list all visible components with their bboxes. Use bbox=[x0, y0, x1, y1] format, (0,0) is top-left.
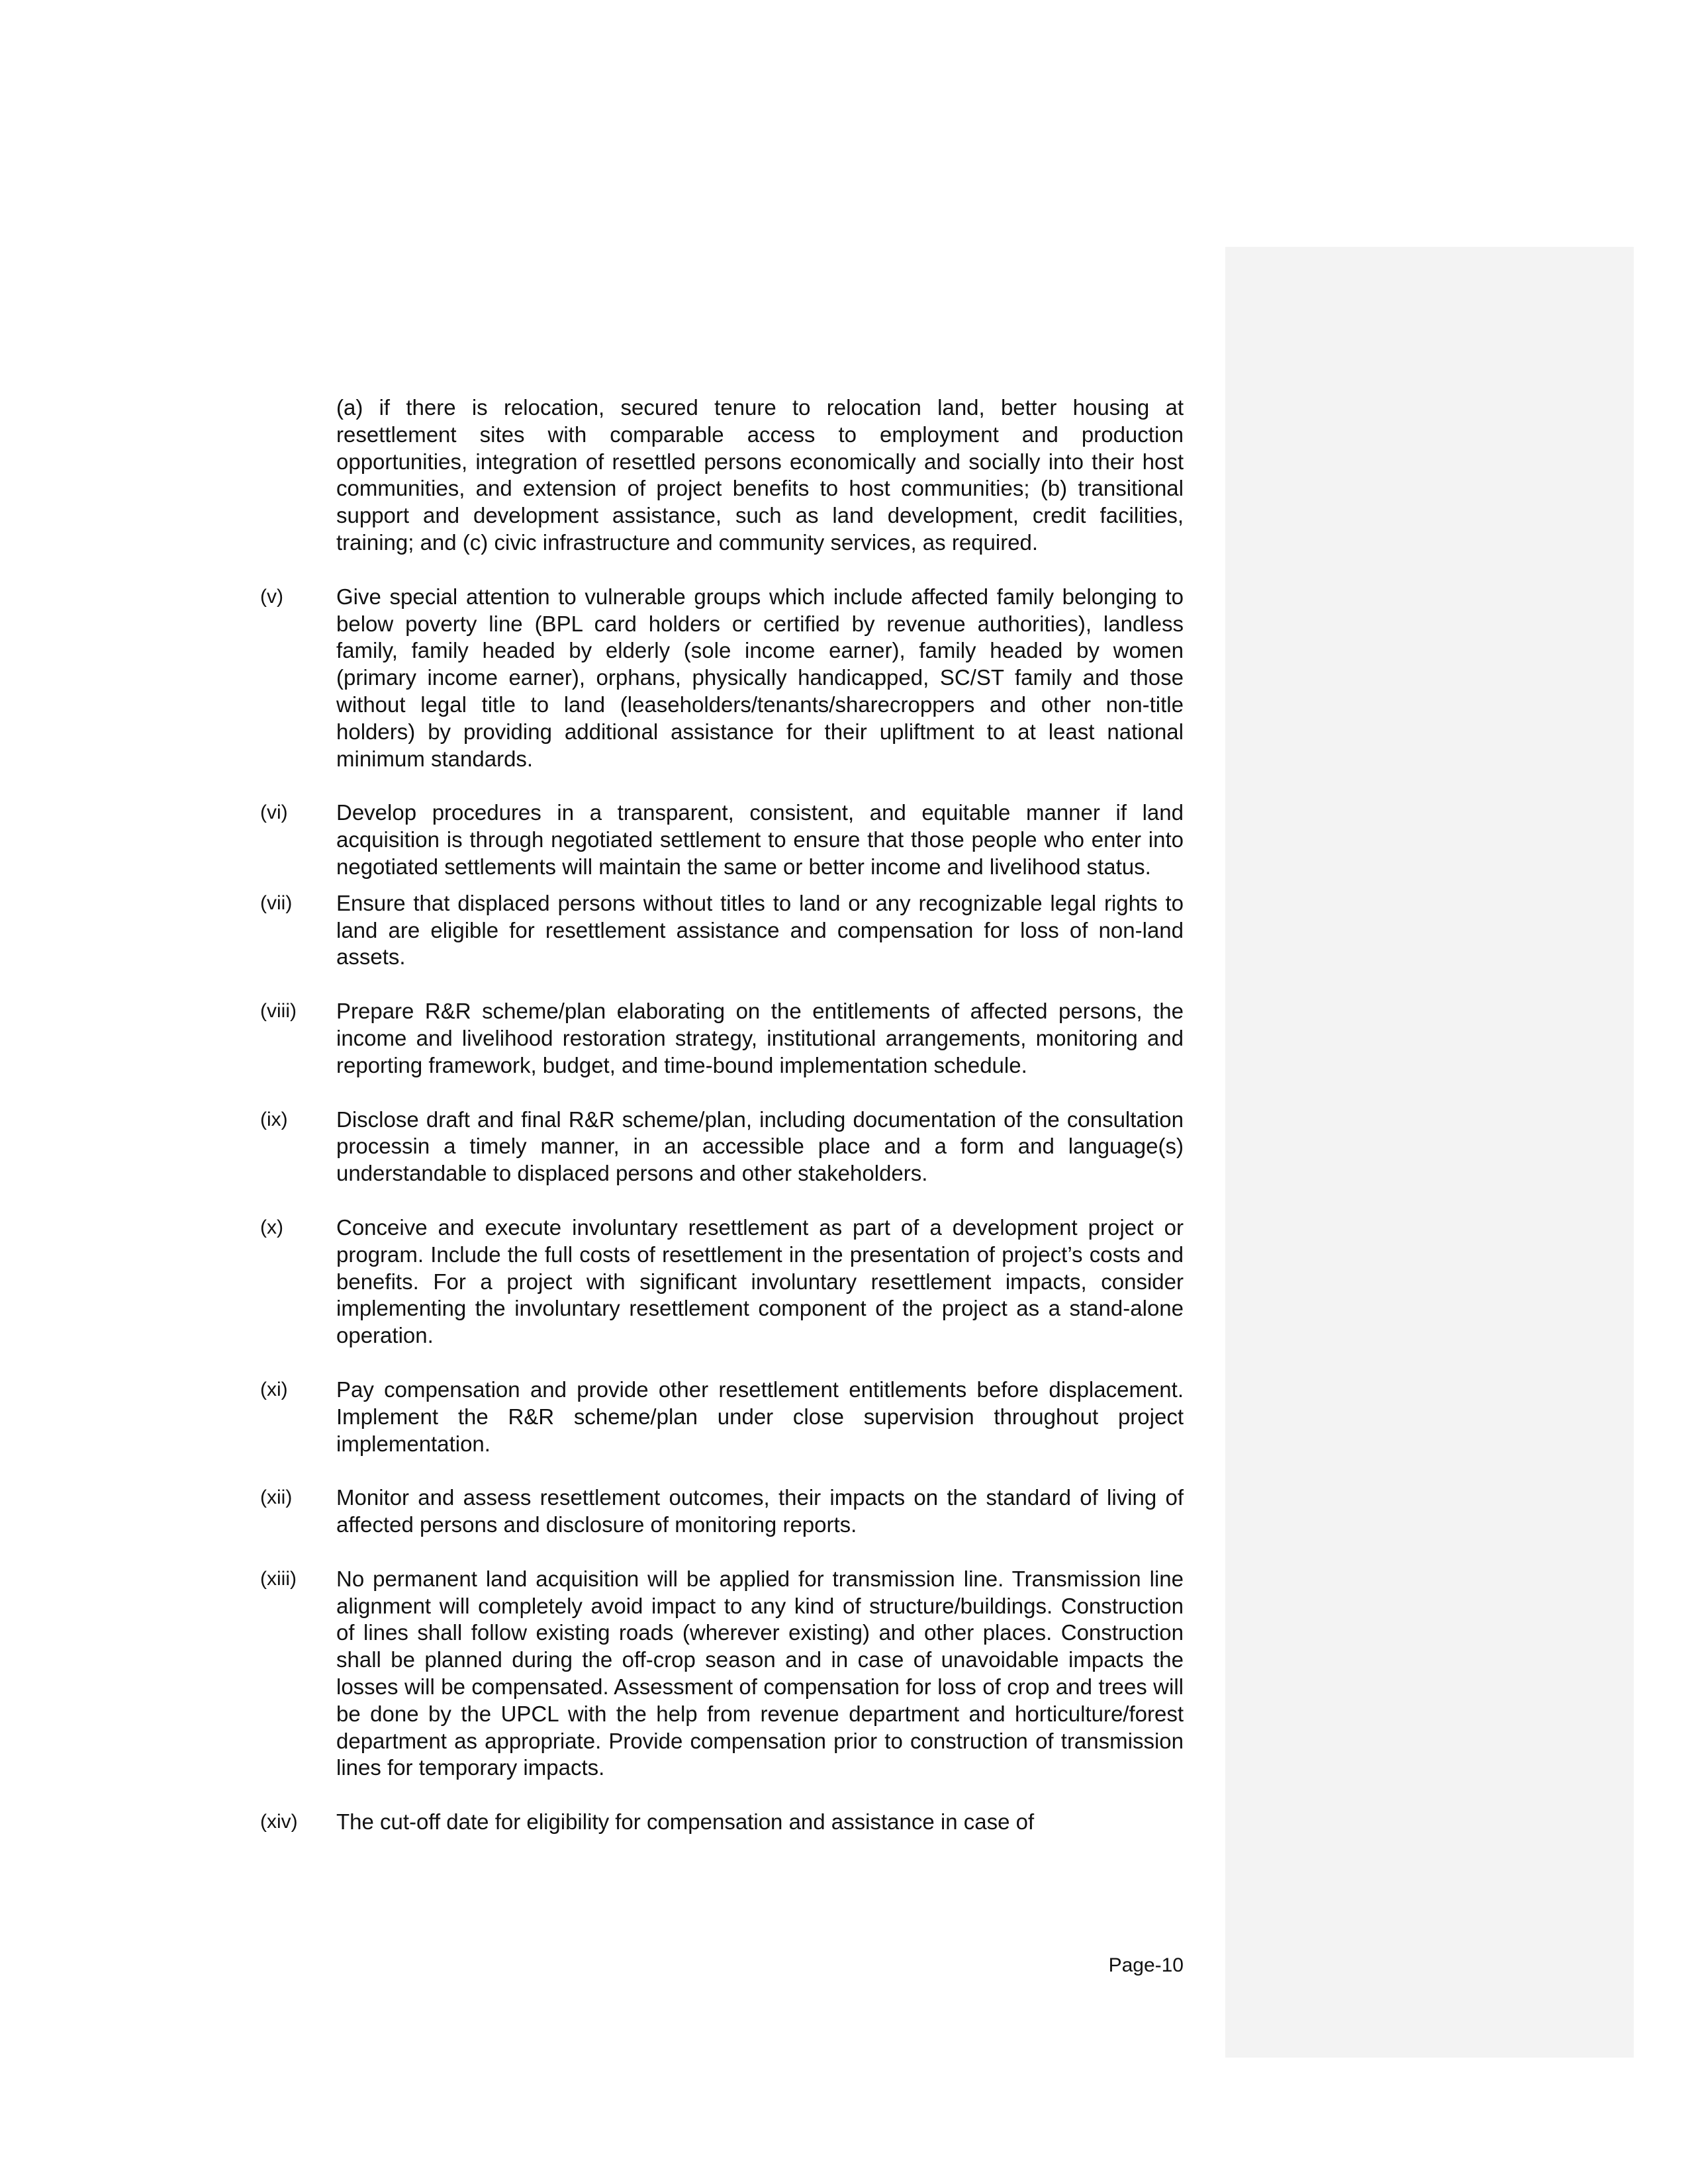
list-item bbox=[260, 1377, 1184, 1457]
list-item bbox=[260, 1566, 1184, 1782]
item-text: No permanent land acquisition will be applied for transmission line. Transmission line alignment will completely avoid impact to any kind of structure/buildings. Construction of lines shall follow existing roads (wherever existing) and other places. Construction shall be planned during the off-crop season and in case of unavoidable impacts the losses will be compensated. Assessment of compensation for loss of crop and trees will be done by the UPCL with the help from revenue department and horticulture/forest department as appropriate. Provide compensation prior to construction of transmission lines for temporary impacts. bbox=[336, 1566, 1184, 1780]
item-text: Conceive and execute involuntary resettlement as part of a development project or program. Include the full costs of resettlement in the presentation of project’s costs and benefits. For a project with significant involuntary resettlement impacts, consider implementing the involuntary resettlement component of the project as a stand-alone operation. bbox=[336, 1214, 1184, 1348]
item-number: (v) bbox=[260, 585, 283, 608]
item-text: Ensure that displaced persons without titles to land or any recognizable legal rights to land are eligible for resettlement assistance and compensation for loss of non-land assets. bbox=[336, 890, 1184, 970]
page-number: Page-10 bbox=[1108, 1954, 1184, 1976]
item-text: Disclose draft and final R&R scheme/plan, including documentation of the consultation processin a timely manner, in an accessible place and a form and language(s) understandable to displaced persons and other stakeholders. bbox=[336, 1107, 1184, 1186]
item-number: (xii) bbox=[260, 1486, 293, 1509]
item-number: (x) bbox=[260, 1216, 283, 1238]
document-body bbox=[260, 394, 1184, 1836]
item-number: (vi) bbox=[260, 801, 288, 824]
item-text: Pay compensation and provide other resettlement entitlements before displacement. Implement the R&R scheme/plan under close supervision throughout project implementation. bbox=[336, 1377, 1184, 1456]
item-number: (xi) bbox=[260, 1378, 288, 1400]
item-number: (viii) bbox=[260, 1000, 297, 1023]
item-number: (ix) bbox=[260, 1108, 288, 1130]
item-number: (xiv) bbox=[260, 1811, 298, 1833]
item-text: Prepare R&R scheme/plan elaborating on the entitlements of affected persons, the income and livelihood restoration strategy, institutional arrangements, monitoring and reporting framework, budget, and time-bound implementation schedule. bbox=[336, 999, 1184, 1077]
item-text: Develop procedures in a transparent, consistent, and equitable manner if land acquisition is through negotiated settlement to ensure that those people who enter into negotiated settlements will maintain the same or better income and livelihood status. bbox=[336, 800, 1184, 879]
intro-paragraph: (a) if there is relocation, secured tenure to relocation land, better housing at resettlement sites with comparable access to employment and production opportunities, integration of resettled persons economically and socially into their host communities, and extension of project benefits to host communities; (b) transitional support and development assistance, such as land development, credit facilities, training; and (c) civic infrastructure and community services, as required. bbox=[336, 395, 1184, 555]
list-item bbox=[260, 1214, 1184, 1349]
item-text: Monitor and assess resettlement outcomes, their impacts on the standard of living of affected persons and disclosure of monitoring reports. bbox=[336, 1485, 1184, 1537]
list-item bbox=[260, 1107, 1184, 1187]
list-item bbox=[260, 998, 1184, 1079]
list-item bbox=[260, 1809, 1184, 1836]
item-text: The cut-off date for eligibility for compensation and assistance in case of bbox=[336, 1809, 1035, 1835]
comment-pane bbox=[1225, 247, 1634, 2058]
list-item bbox=[260, 1484, 1184, 1539]
item-number: (xiii) bbox=[260, 1567, 297, 1590]
list-item bbox=[260, 799, 1184, 880]
list-item bbox=[260, 890, 1184, 971]
list-item bbox=[260, 584, 1184, 773]
item-number: (vii) bbox=[260, 891, 293, 914]
item-text: Give special attention to vulnerable groups which include affected family belonging to below poverty line (BPL card holders or certified by revenue authorities), landless family, family headed by elderly (sole income earner), family headed by women (primary income earner), orphans, physically handicapped, SC/ST family and those without legal title to land (leaseholders/tenants/sharecroppers and other non-title holders) by providing additional assistance for their upliftment to at least national minimum standards. bbox=[336, 584, 1184, 771]
